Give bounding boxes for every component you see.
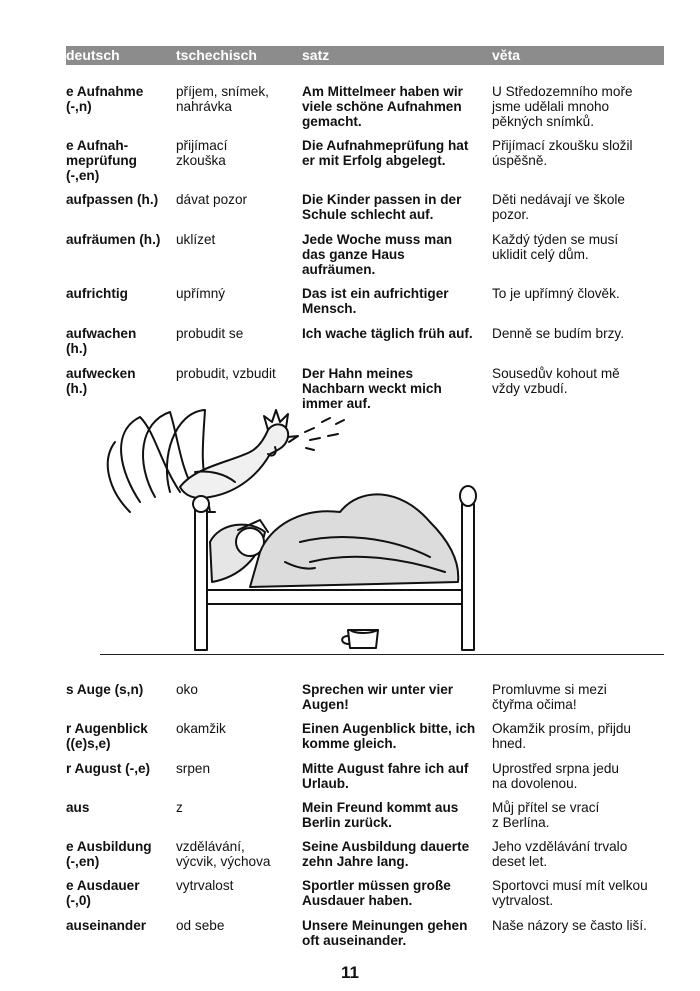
cell-tschechisch (176, 366, 298, 381)
cell-line: z (176, 800, 183, 815)
floor-line (100, 654, 664, 655)
cell-line: Mitte August fahre ich auf (302, 761, 469, 776)
cell-deutsch (66, 192, 171, 207)
cell-line: Ausdauer haben. (302, 893, 413, 909)
cell-line: ((e)s,e) (66, 736, 111, 752)
cell-line: Seine Ausbildung dauerte (302, 839, 470, 854)
cell-line: (-,0) (66, 893, 91, 909)
cell-line: r August (-,e) (66, 761, 151, 776)
cell-satz (302, 918, 487, 948)
cell-satz (302, 800, 487, 830)
cell-tschechisch (176, 192, 298, 207)
cell-line: Das ist ein aufrichtiger (302, 286, 449, 301)
cell-veta (492, 286, 664, 301)
cell-tschechisch (176, 286, 298, 301)
cell-deutsch (66, 800, 171, 815)
cell-line: To je upřímný člověk. (492, 286, 620, 301)
cell-tschechisch (176, 232, 298, 247)
cell-line: oko (176, 682, 198, 697)
cell-veta (492, 761, 664, 791)
cell-deutsch (66, 761, 171, 776)
cell-line: Můj přítel se vrací (492, 800, 600, 815)
cell-tschechisch (176, 761, 298, 776)
cell-line: Přijímací zkoušku složil (492, 138, 633, 153)
cell-line: z Berlína. (492, 815, 550, 831)
cell-satz (302, 192, 487, 222)
cell-line: Ich wache täglich früh auf. (302, 326, 473, 341)
cell-line: aus (66, 800, 90, 815)
cell-line: zkouška (176, 153, 226, 169)
cell-satz (302, 721, 487, 751)
cell-line: vytrvalost. (492, 893, 554, 909)
cell-line: aufwecken (66, 366, 136, 381)
cell-deutsch (66, 918, 171, 933)
cell-deutsch (66, 84, 171, 114)
cell-tschechisch (176, 326, 298, 341)
cell-line: přijímací (176, 138, 228, 153)
cell-line: Schule schlecht auf. (302, 207, 434, 223)
cell-line: gemacht. (302, 114, 362, 130)
cell-line: probudit se (176, 326, 244, 341)
cell-line: e Ausdauer (66, 878, 140, 893)
cell-veta (492, 878, 664, 908)
cell-satz (302, 232, 487, 278)
cell-tschechisch (176, 721, 298, 736)
cell-line: Naše názory se často liší. (492, 918, 647, 933)
cell-line: viele schöne Aufnahmen (302, 99, 462, 115)
cell-line: výcvik, výchova (176, 854, 271, 870)
cell-line: čtyřma očima! (492, 697, 577, 713)
cell-line: immer auf. (302, 396, 371, 412)
cell-line: Uprostřed srpna jedu (492, 761, 619, 776)
cell-line: Jede Woche muss man (302, 232, 453, 247)
cell-veta (492, 839, 664, 869)
page-number: 11 (341, 963, 359, 982)
cell-veta (492, 232, 664, 262)
cell-tschechisch (176, 800, 298, 815)
cell-line: Sportler müssen große (302, 878, 451, 893)
cell-line: nahrávka (176, 99, 232, 115)
cell-line: pěkných snímků. (492, 114, 594, 130)
cell-line: Nachbarn weckt mich (302, 381, 442, 397)
cell-line: dávat pozor (176, 192, 248, 207)
cell-line: Die Aufnahmeprüfung hat (302, 138, 469, 153)
cell-line: aufrichtig (66, 286, 128, 301)
cell-veta (492, 800, 664, 830)
cell-line: aufräumen. (302, 262, 376, 278)
header-satz: satz (302, 47, 330, 63)
cell-satz (302, 878, 487, 908)
cell-tschechisch (176, 839, 298, 869)
cell-satz (302, 839, 487, 869)
cell-deutsch (66, 286, 171, 301)
cell-satz (302, 138, 487, 168)
cell-line: meprüfung (66, 153, 137, 169)
rooster-bed-illustration (100, 392, 664, 660)
cell-line: od sebe (176, 918, 225, 933)
cell-line: (-,en) (66, 168, 100, 184)
cell-veta (492, 682, 664, 712)
cell-line: na dovolenou. (492, 776, 578, 792)
cell-line: pozor. (492, 207, 530, 223)
cell-satz (302, 682, 487, 712)
cell-veta (492, 721, 664, 751)
cell-deutsch (66, 326, 171, 356)
cell-satz (302, 84, 487, 130)
cell-line: Sprechen wir unter vier (302, 682, 454, 697)
cell-line: úspěšně. (492, 153, 548, 169)
cell-line: e Aufnahme (66, 84, 144, 99)
cell-line: Der Hahn meines (302, 366, 414, 381)
cell-line: auseinander (66, 918, 147, 933)
cell-tschechisch (176, 682, 298, 697)
cell-line: U Středozemního moře (492, 84, 633, 99)
cell-line: uklidit celý dům. (492, 247, 589, 263)
cell-tschechisch (176, 138, 298, 168)
cell-line: s Auge (s,n) (66, 682, 144, 697)
cell-deutsch (66, 682, 171, 697)
cell-line: Děti nedávají ve škole (492, 192, 625, 207)
cell-line: Sousedův kohout mě (492, 366, 620, 381)
cell-veta (492, 918, 664, 933)
cell-deutsch (66, 839, 171, 869)
header-deutsch: deutsch (66, 47, 120, 63)
cell-line: e Ausbildung (66, 839, 152, 854)
cell-deutsch (66, 878, 171, 908)
cell-line: (h.) (66, 381, 88, 397)
cell-line: hned. (492, 736, 527, 752)
cell-deutsch (66, 232, 171, 247)
cell-satz (302, 326, 487, 341)
cell-line: Jeho vzdělávání trvalo (492, 839, 628, 854)
cell-line: příjem, snímek, (176, 84, 269, 99)
cell-tschechisch (176, 878, 298, 893)
cell-line: aufräumen (h.) (66, 232, 161, 247)
cell-deutsch (66, 721, 171, 751)
cell-line: Promluvme si mezi (492, 682, 607, 697)
cell-line: vzdělávání, (176, 839, 245, 854)
cell-veta (492, 84, 664, 130)
cell-line: vždy vzbudí. (492, 381, 568, 397)
header-tschechisch: tschechisch (176, 47, 257, 63)
cell-veta (492, 138, 664, 168)
cell-line: Mein Freund kommt aus (302, 800, 459, 815)
table-header (66, 46, 664, 65)
cell-line: Okamžik prosím, přijdu (492, 721, 631, 736)
cell-line: Berlin zurück. (302, 815, 392, 831)
cell-line: komme gleich. (302, 736, 397, 752)
cell-line: Einen Augenblick bitte, ich (302, 721, 476, 736)
cell-satz (302, 761, 487, 791)
cell-line: uklízet (176, 232, 216, 247)
cell-line: vytrvalost (176, 878, 234, 893)
cell-line: srpen (176, 761, 211, 776)
cell-line: zehn Jahre lang. (302, 854, 409, 870)
cell-line: Denně se budím brzy. (492, 326, 624, 341)
header-veta: věta (492, 47, 521, 63)
cell-line: das ganze Haus (302, 247, 405, 263)
cell-line: deset let. (492, 854, 548, 870)
cell-line: Unsere Meinungen gehen (302, 918, 468, 933)
cell-line: e Aufnah- (66, 138, 129, 153)
cell-line: jsme udělali mnoho (492, 99, 610, 115)
cell-line: upřímný (176, 286, 226, 301)
cell-line: r Augenblick (66, 721, 148, 736)
cell-line: (h.) (66, 341, 88, 357)
cell-deutsch (66, 138, 171, 184)
cell-line: Die Kinder passen in der (302, 192, 462, 207)
cell-line: Urlaub. (302, 776, 349, 792)
cell-line: (-,n) (66, 99, 92, 115)
cell-veta (492, 192, 664, 222)
cell-line: oft auseinander. (302, 933, 407, 949)
cell-line: aufpassen (h.) (66, 192, 159, 207)
cell-satz (302, 286, 487, 316)
cell-line: er mit Erfolg abgelegt. (302, 153, 446, 169)
cell-line: Am Mittelmeer haben wir (302, 84, 463, 99)
cell-line: Sportovci musí mít velkou (492, 878, 648, 893)
cell-tschechisch (176, 918, 298, 933)
cell-line: okamžik (176, 721, 226, 736)
cell-tschechisch (176, 84, 298, 114)
cell-line: Každý týden se musí (492, 232, 619, 247)
cell-line: probudit, vzbudit (176, 366, 276, 381)
cell-veta (492, 326, 664, 341)
cell-line: aufwachen (66, 326, 137, 341)
cell-line: Augen! (302, 697, 349, 713)
cell-line: Mensch. (302, 301, 357, 317)
cell-line: (-,en) (66, 854, 100, 870)
